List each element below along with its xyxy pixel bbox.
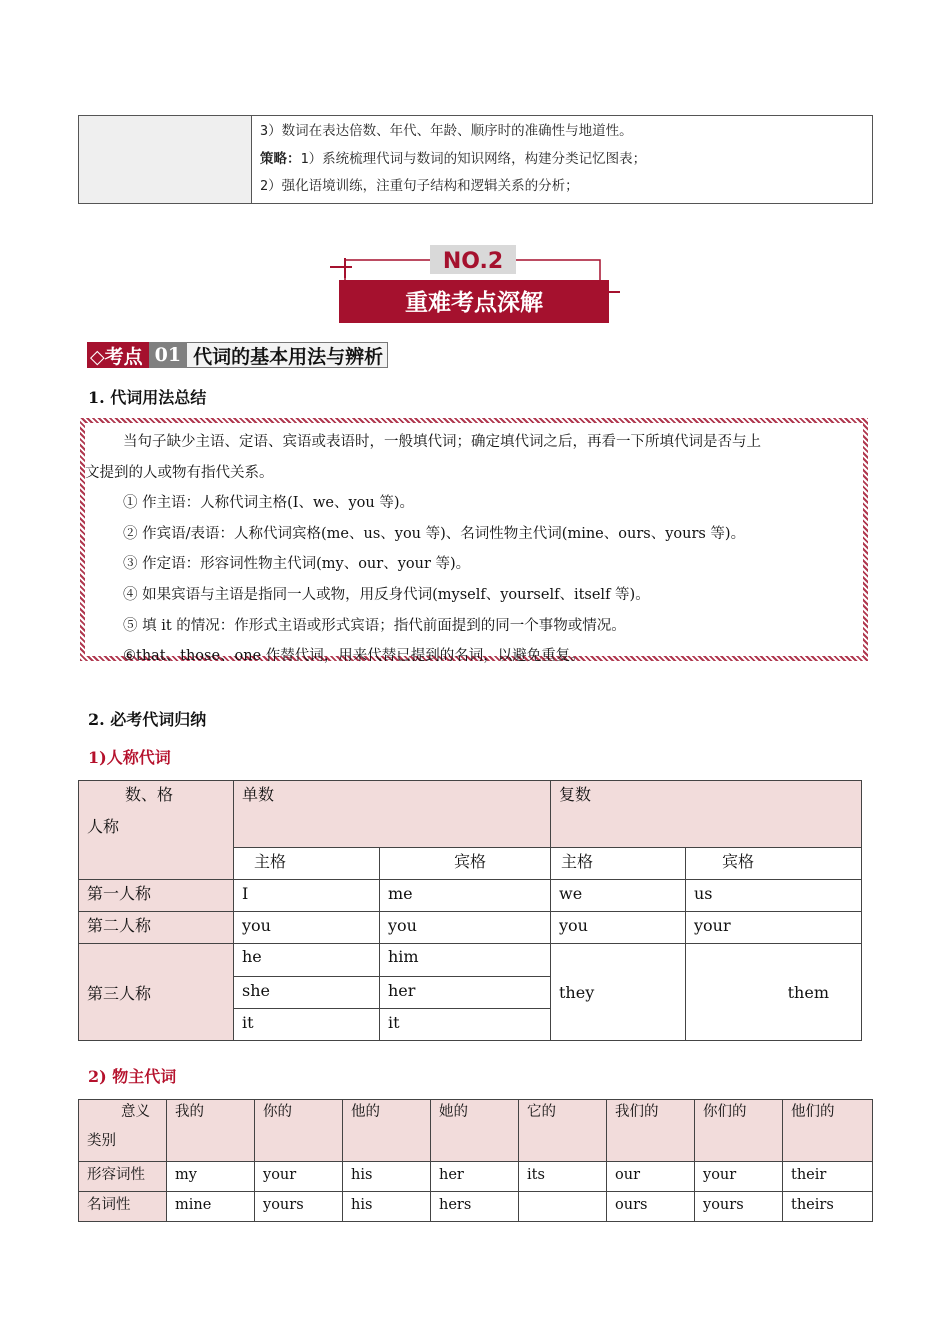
cell-third-plural-acc: them <box>686 944 862 1041</box>
adj-cell-4: her <box>431 1162 519 1192</box>
adj-cell-2: your <box>255 1162 343 1192</box>
section-title: 代词的基本用法与辨析 <box>187 342 388 368</box>
header-singular-nominative: 主格 <box>234 848 380 880</box>
rule-intro-a: 当句子缺少主语、定语、宾语或表语时，一般填代词；确定填代词之后，再看一下所填代词是否与上 <box>123 434 761 450</box>
adj-cell-3: his <box>343 1162 431 1192</box>
strategy-line-3: 2）强化语境训练，注重句子结构和逻辑关系的分析； <box>260 178 579 194</box>
strategy-label: 策略： <box>260 150 301 167</box>
cell-third-her: her <box>380 977 551 1009</box>
heading-usage-summary: 1. 代词用法总结 <box>88 388 207 407</box>
header-plural-accusative: 宾格 <box>686 848 862 880</box>
cell-third-it-acc: it <box>380 1009 551 1041</box>
header-meaning-5: 它的 <box>519 1100 607 1162</box>
cell-first-singular-nom: I <box>234 880 380 912</box>
rule-intro-b: 文提到的人或物有指代关系。 <box>85 464 274 481</box>
header-meaning-2: 你的 <box>255 1100 343 1162</box>
possessive-pronoun-table <box>78 1099 873 1222</box>
cell-third-he: he <box>234 944 380 977</box>
heading-key-pronouns: 2. 必考代词归纳 <box>88 710 207 729</box>
noun-cell-4: hers <box>431 1192 519 1222</box>
row-label-adjective: 形容词性 <box>79 1162 167 1192</box>
cell-third-it-nom: it <box>234 1009 380 1041</box>
adj-cell-6: our <box>607 1162 695 1192</box>
cell-first-singular-acc: me <box>380 880 551 912</box>
header-meaning-6: 我们的 <box>607 1100 695 1162</box>
banner-title: 重难考点深解 <box>405 290 543 316</box>
noun-cell-7: yours <box>695 1192 783 1222</box>
banner-number: NO.2 <box>442 249 504 274</box>
header-meaning-1: 我的 <box>167 1100 255 1162</box>
row-label-third-person: 第三人称 <box>79 944 234 1041</box>
personal-pronoun-table <box>78 780 862 1041</box>
section-banner <box>330 240 620 328</box>
cell-second-singular-acc: you <box>380 912 551 944</box>
cell-first-plural-nom: we <box>551 880 686 912</box>
cell-first-plural-acc: us <box>686 880 862 912</box>
noun-cell-8: theirs <box>783 1192 873 1222</box>
strategy-line-1: 3）数词在表达倍数、年代、年龄、顺序时的准确性与地道性。 <box>260 123 633 139</box>
rule-5: ⑤ 填 it 的情况：作形式主语或形式宾语；指代前面提到的同一个事物或情况。 <box>123 617 626 634</box>
header-singular: 单数 <box>234 781 551 848</box>
header-meaning-4: 她的 <box>431 1100 519 1162</box>
cell-second-plural-nom: you <box>551 912 686 944</box>
adj-cell-8: their <box>783 1162 873 1192</box>
strategy-table-right-cell <box>252 116 873 204</box>
rule-4: ④ 如果宾语与主语是指同一人或物，用反身代词(myself、yourself、itself 等)。 <box>123 586 650 603</box>
cell-second-singular-nom: you <box>234 912 380 944</box>
possessive-corner-cell: 意义 类别 <box>79 1100 167 1162</box>
heading-possessive-pronouns: 2) 物主代词 <box>88 1067 177 1086</box>
header-plural: 复数 <box>551 781 862 848</box>
section-prefix: ◇考点 <box>87 342 149 368</box>
personal-corner-cell: 数、格 人称 <box>79 781 234 880</box>
row-label-noun: 名词性 <box>79 1192 167 1222</box>
heading-personal-pronouns: 1)人称代词 <box>88 748 171 767</box>
noun-cell-2: yours <box>255 1192 343 1222</box>
cell-third-him: him <box>380 944 551 977</box>
adj-cell-7: your <box>695 1162 783 1192</box>
noun-cell-1: mine <box>167 1192 255 1222</box>
row-label-first-person: 第一人称 <box>79 880 234 912</box>
rule-6: ⑥that、those、one 作替代词，用来代替已提到的名词，以避免重复。 <box>123 648 585 665</box>
header-meaning-8: 他们的 <box>783 1100 873 1162</box>
rule-1: ① 作主语：人称代词主格(I、we、you 等)。 <box>123 495 415 512</box>
row-label-second-person: 第二人称 <box>79 912 234 944</box>
adj-cell-1: my <box>167 1162 255 1192</box>
header-singular-accusative: 宾格 <box>380 848 551 880</box>
header-meaning-7: 你们的 <box>695 1100 783 1162</box>
cell-third-she: she <box>234 977 380 1009</box>
section-heading <box>87 342 388 368</box>
noun-cell-6: ours <box>607 1192 695 1222</box>
rule-3: ③ 作定语：形容词性物主代词(my、our、your 等)。 <box>123 556 471 573</box>
rule-2: ② 作宾语/表语：人称代词宾格(me、us、you 等)、名词性物主代词(mine、ours、yours 等)。 <box>123 525 746 542</box>
strategy-line-2: 策略：1）系统梳理代词与数词的知识网络，构建分类记忆图表； <box>260 150 647 167</box>
noun-cell-3: his <box>343 1192 431 1222</box>
cell-third-plural-nom: they <box>551 944 686 1041</box>
strategy-table-left-cell <box>79 116 252 204</box>
usage-rules-box <box>80 418 868 665</box>
header-plural-nominative: 主格 <box>551 848 686 880</box>
section-number: 01 <box>149 342 187 368</box>
strategy-table <box>78 115 873 204</box>
adj-cell-5: its <box>519 1162 607 1192</box>
cell-second-plural-acc: your <box>686 912 862 944</box>
header-meaning-3: 他的 <box>343 1100 431 1162</box>
noun-cell-5 <box>519 1192 607 1222</box>
